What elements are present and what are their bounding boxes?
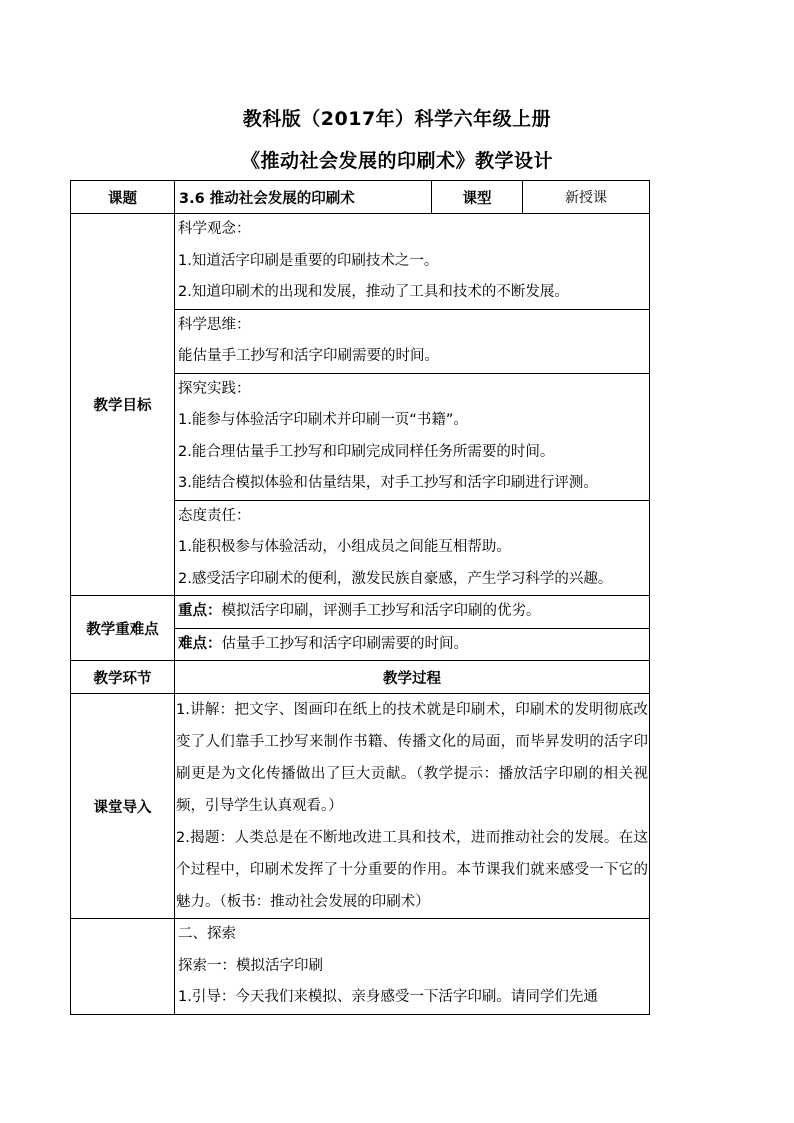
lesson-value: 3.6 推动社会发展的印刷术 — [175, 181, 432, 214]
key-points-label: 教学重难点 — [71, 596, 175, 661]
objective-item: 3.能结合模拟体验和估量结果，对手工抄写和活字印刷进行评测。 — [178, 475, 598, 491]
objective-heading: 科学思维： — [178, 316, 251, 333]
objective-item: 2.能合理估量手工抄写和印刷完成同样任务所需要的时间。 — [178, 443, 555, 460]
explore-row — [71, 919, 650, 1015]
objective-group — [71, 214, 650, 310]
lesson-type-label: 课型 — [432, 181, 523, 214]
objective-item: 1.能参与体验活字印刷术并印刷一页“书籍”。 — [178, 412, 468, 428]
intro-row — [71, 694, 650, 919]
explore-label — [71, 919, 175, 1015]
explore-line: 二、探索 — [178, 926, 236, 942]
difficult-point-prefix: 难点： — [178, 635, 222, 652]
objective-heading: 态度责任： — [178, 507, 251, 524]
process-content-header: 教学过程 — [175, 661, 650, 694]
lesson-row — [71, 181, 650, 214]
process-stage-header: 教学环节 — [71, 661, 175, 694]
document-title: 教科版（2017年）科学六年级上册 — [242, 108, 552, 130]
lesson-plan-table — [70, 180, 650, 1015]
key-point-row — [71, 596, 650, 629]
objective-item: 2.知道印刷术的出现和发展，推动了工具和技术的不断发展。 — [178, 284, 569, 300]
intro-paragraph: 2.揭题：人类总是在不断地改进工具和技术，进而推动社会的发展。在这个过程中，印刷术发挥了十分重要的作用。本节课我们就来感受一下它的魅力。（板书：推动社会发展的印刷术） — [176, 830, 648, 910]
objective-item: 1.能积极参与体验活动，小组成员之间能互相帮助。 — [178, 539, 511, 555]
objective-item: 2.感受活字印刷术的便利，激发民族自豪感，产生学习科学的兴趣。 — [178, 570, 613, 587]
explore-line: 探索一：模拟活字印刷 — [178, 957, 323, 974]
key-point-prefix: 重点： — [178, 603, 222, 619]
key-point-text: 模拟活字印刷，评测手工抄写和活字印刷的优劣。 — [221, 603, 541, 619]
intro-paragraph: 1.讲解：把文字、图画印在纸上的技术就是印刷术，印刷术的发明彻底改变了人们靠手工抄写来制作书籍、传播文化的局面，而毕昇发明的活字印刷更是为文化传播做出了巨大贡献。（教学提示：播放活字印刷的相关视频，引导学生认真观看。） — [176, 702, 648, 814]
process-header-row — [71, 661, 650, 694]
objective-heading: 探究实践： — [178, 380, 251, 397]
intro-label: 课堂导入 — [71, 694, 175, 919]
document-subtitle: 《推动社会发展的印刷术》教学设计 — [240, 150, 553, 172]
objectives-label: 教学目标 — [71, 214, 175, 596]
explore-line: 1.引导：今天我们来模拟、亲身感受一下活字印刷。请同学们先通 — [178, 989, 598, 1005]
lesson-label: 课题 — [71, 181, 175, 214]
objective-item: 能估量手工抄写和活字印刷需要的时间。 — [178, 348, 439, 364]
objective-heading: 科学观念： — [178, 221, 251, 237]
difficult-point-text: 估量手工抄写和活字印刷需要的时间。 — [221, 635, 468, 652]
objective-item: 1.知道活字印刷是重要的印刷技术之一。 — [178, 252, 439, 269]
lesson-type-value: 新授课 — [523, 181, 650, 214]
